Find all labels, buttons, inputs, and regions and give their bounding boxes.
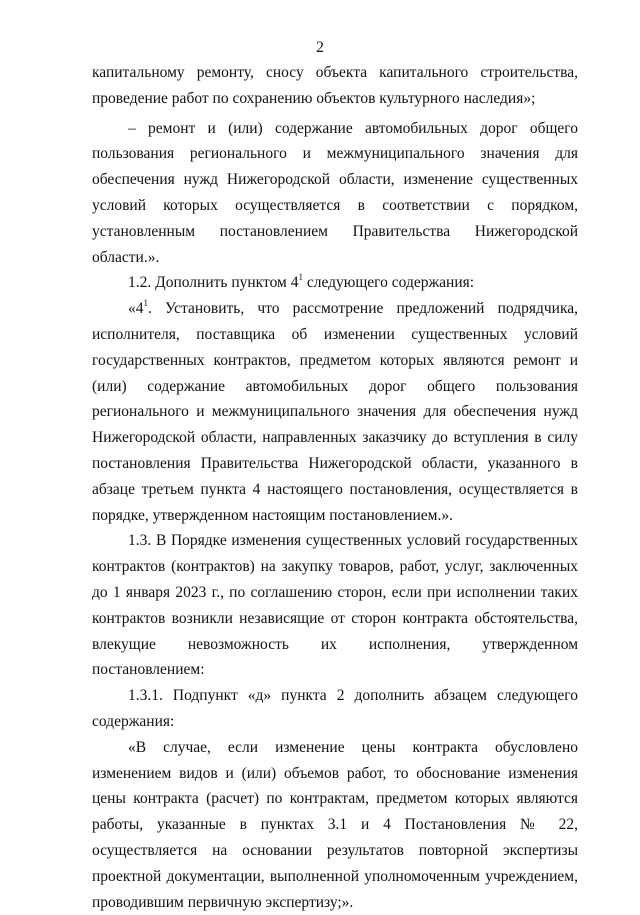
paragraph-text: – ремонт и (или) содержание автомобильных дорог общего пользования регионального и межмуниципального значения для обеспечения нужд Нижегородской области, изменение существенных условий которых осуществляется в соответствии с порядком, установленным постановлением Правительства Нижегородской области.».	[92, 119, 578, 266]
paragraph-1-3-1	[92, 683, 578, 735]
superscript: 1	[298, 272, 303, 283]
superscript: 1	[143, 298, 148, 309]
paragraph-text-after: . Установить, что рассмотрение предложений подрядчика, исполнителя, поставщика об изменении существенных условий государственных контрактов, предметом которых являются ремонт и (или) содержание автомобильных дорог общего пользования регионального и межмуниципального значения для обеспечения нужд Нижегородской области, направленных заказчику до вступления в силу постановления Правительства Нижегородской области, указанного в абзаце третьем пункта 4 настоящего постановления, осуществляется в порядке, утвержденном настоящим постановлением.».	[92, 300, 578, 524]
paragraph-continuation	[92, 60, 578, 112]
paragraph-text-before: 1.2. Дополнить пунктом 4	[128, 274, 299, 292]
paragraph-text: 1.3. В Порядке изменения существенных условий государственных контрактов (контрактов) на закупку товаров, работ, услуг, заключенных до 1 января 2023 г., по соглашению сторон, если при исполнении таких контрактов возникли независящие от сторон контракта обстоятельства, влекущие невозможность их исполнения, утвержденном постановлением:	[92, 532, 578, 679]
page-number: 2	[316, 39, 324, 56]
paragraph-1-2	[92, 270, 578, 296]
paragraph-text: «В случае, если изменение цены контракта обусловлено изменением видов и (или) объемов работ, то обоснование изменения цены контракта (расчет) по контрактам, предметом которых являются работы, указанные в пунктах 3.1 и 4 Постановления № 22, осуществляется на основании результатов повторной экспертизы проектной документации, выполненной уполномоченным учреждением, проводившим первичную экспертизу;».	[92, 738, 578, 911]
paragraph-text-after: следующего содержания:	[302, 274, 475, 292]
paragraph-quoted-addition	[92, 735, 578, 915]
paragraph-text: капитальному ремонту, сносу объекта капитального строительства, проведение работ по сохранению объектов культурного наследия»;	[92, 64, 578, 107]
paragraph-1-3	[92, 528, 578, 683]
document-body	[92, 60, 578, 915]
paragraph-roads-item	[92, 116, 578, 271]
paragraph-text-before: «4	[128, 300, 144, 318]
paragraph-4-1	[92, 296, 578, 528]
paragraph-text: 1.3.1. Подпункт «д» пункта 2 дополнить абзацем следующего содержания:	[92, 687, 578, 730]
